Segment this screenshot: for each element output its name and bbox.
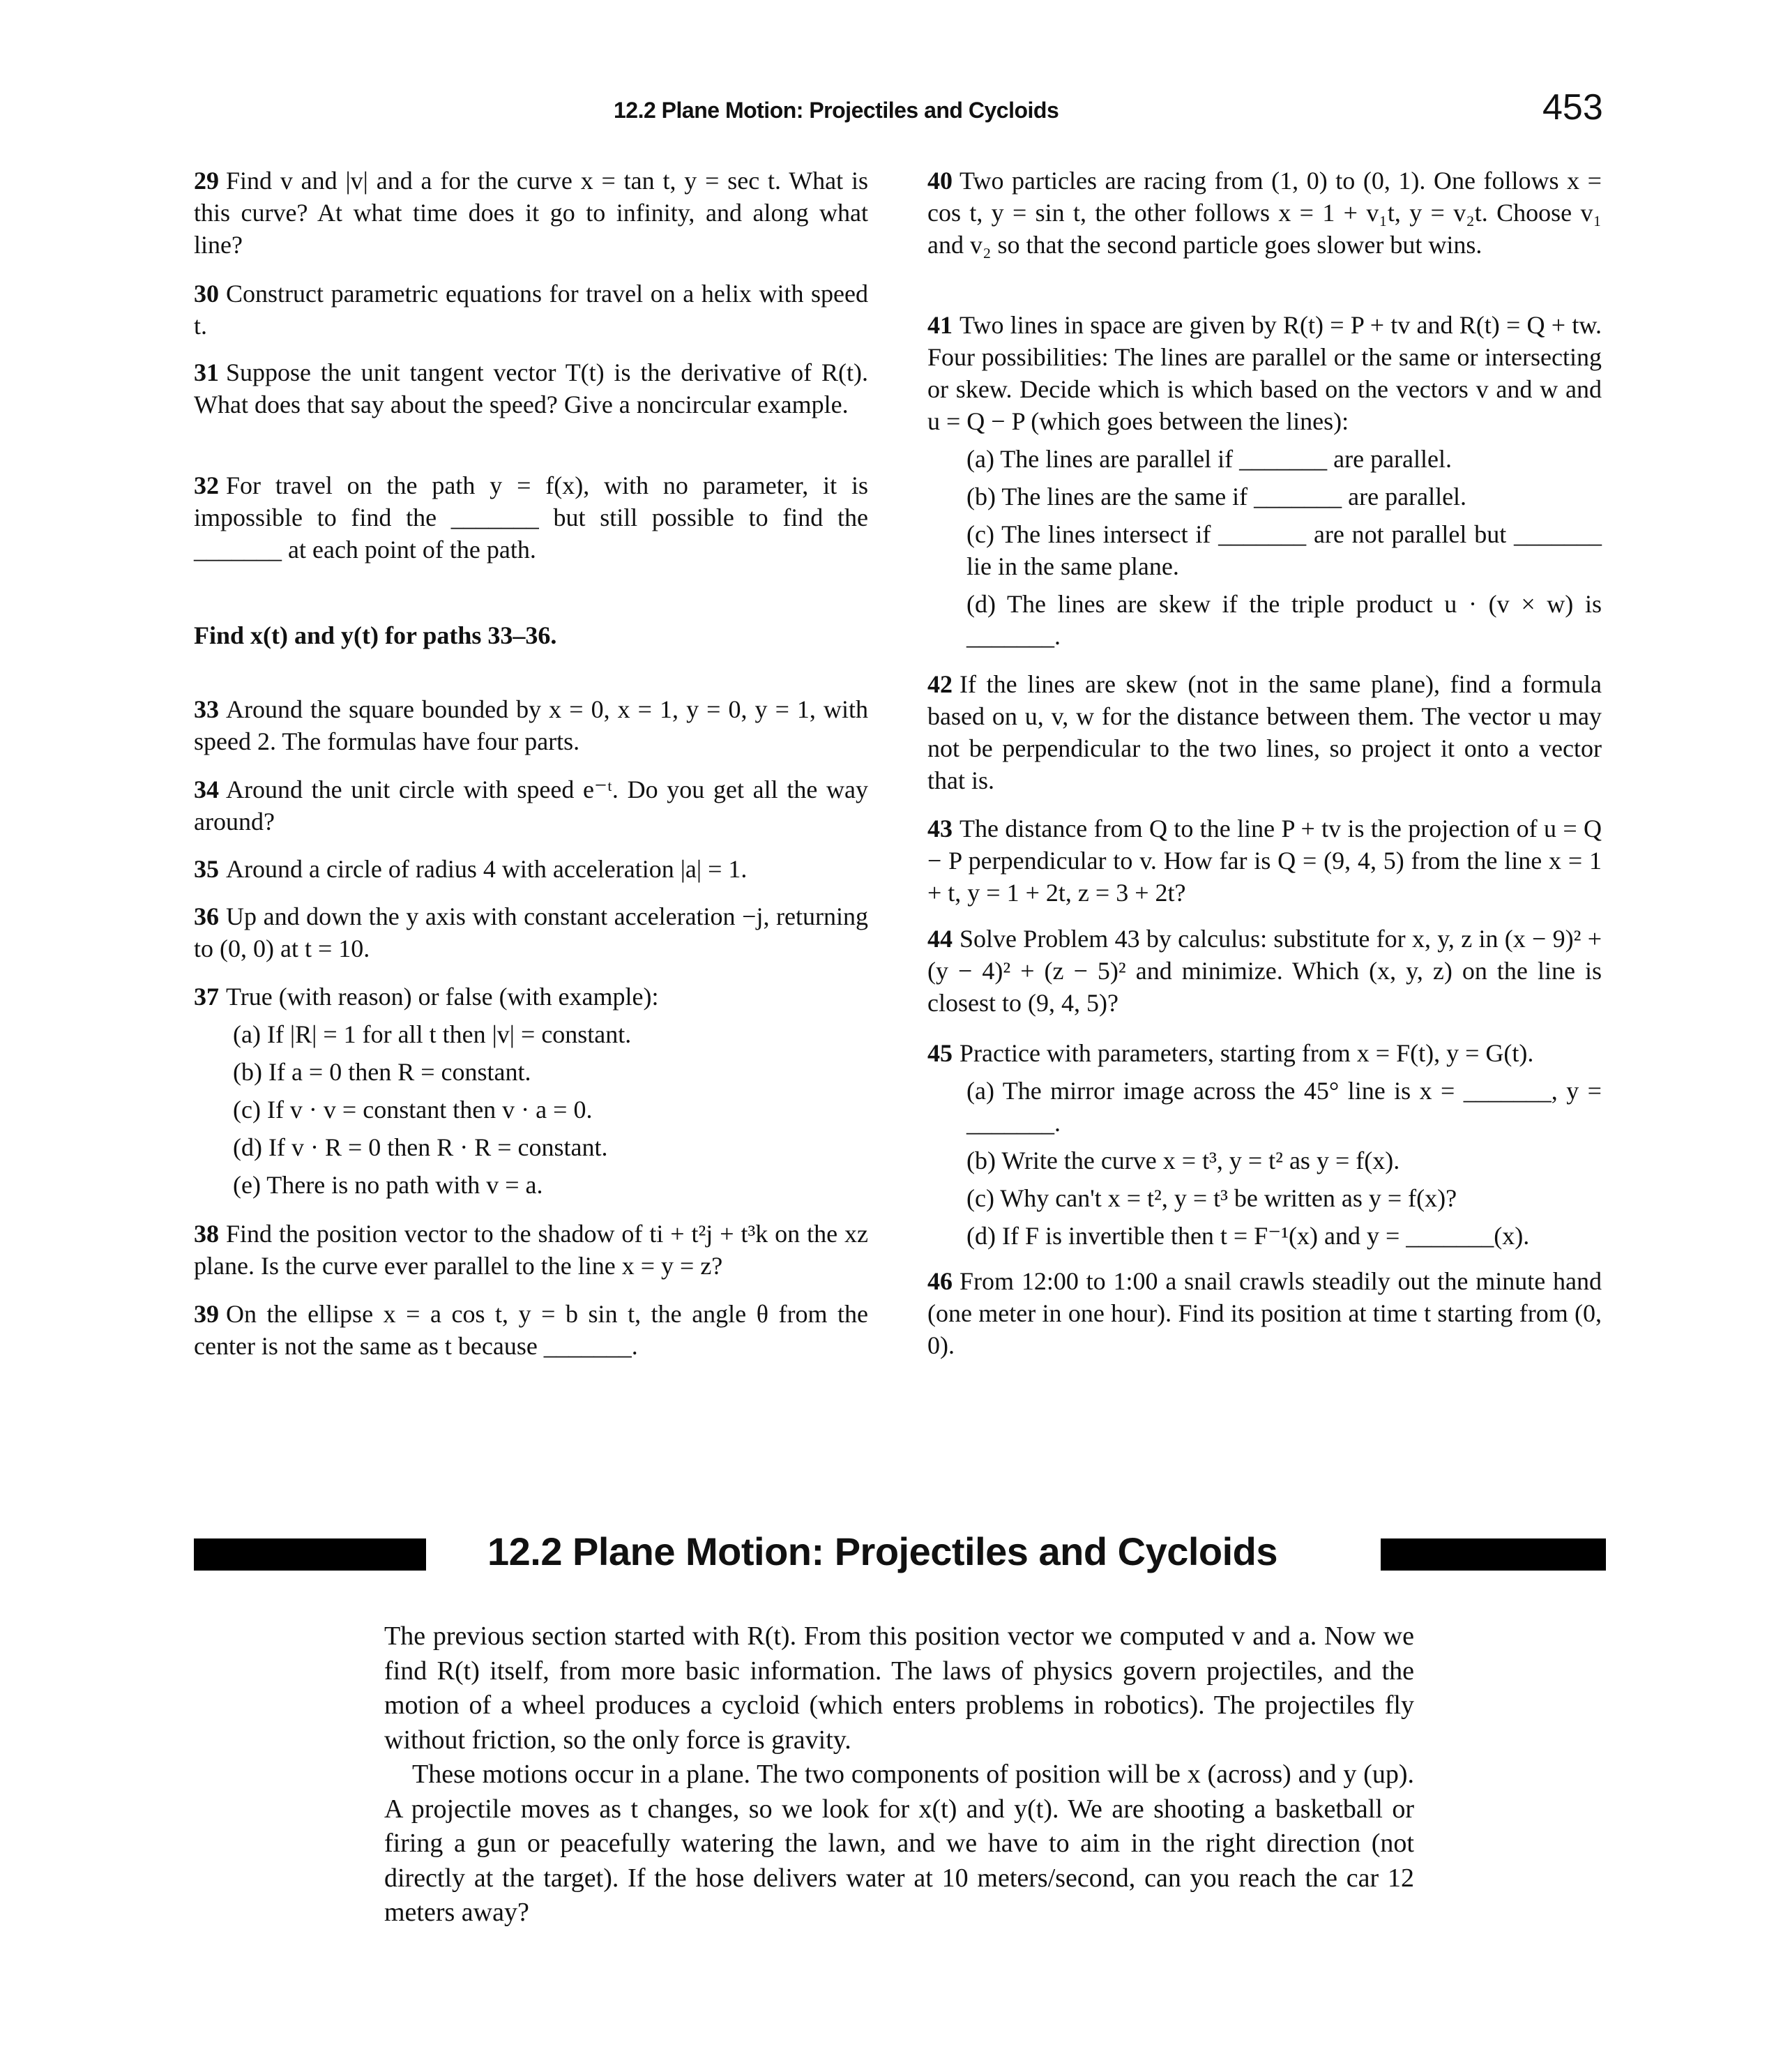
problem-number: 41 bbox=[927, 311, 953, 339]
problem-text: The distance from Q to the line P + tv is the projection of u = Q − P perpendicular to v. How far is Q = (9, 4, 5) from the line x = 1 + t, y = 1 + 2t, z = 3 + 2t? bbox=[927, 815, 1602, 907]
problem-text: Up and down the y axis with constant acceleration −j, returning to (0, 0) at t = 10. bbox=[194, 902, 868, 962]
section-bar-right bbox=[1381, 1538, 1606, 1571]
sub-item: (c) If v · v = constant then v · a = 0. bbox=[233, 1096, 593, 1124]
problem-39 bbox=[194, 1298, 868, 1362]
problem-33 bbox=[194, 693, 868, 757]
sub-item: (a) The lines are parallel if _______ are parallel. bbox=[966, 445, 1453, 473]
problem-46 bbox=[927, 1265, 1602, 1361]
sub-item: (b) The lines are the same if _______ are parallel. bbox=[966, 483, 1467, 511]
problem-40 bbox=[927, 165, 1602, 261]
problem-number: 42 bbox=[927, 670, 953, 698]
problem-text: Around the unit circle with speed e⁻ᵗ. Do you get all the way around? bbox=[194, 776, 868, 835]
problem-41 bbox=[927, 309, 1602, 652]
problem-text: Two particles are racing from (1, 0) to (0, 1). One follows x = cos t, y = sin t, the other follows x = 1 + v₁t, y = v₂t. Choose v₁ and v₂ so that the second particle goes slower but wins. bbox=[927, 167, 1602, 259]
problem-35 bbox=[194, 853, 868, 885]
problem-42 bbox=[927, 668, 1602, 796]
sub-item: (c) Why can't x = t², y = t³ be written as y = f(x)? bbox=[966, 1184, 1457, 1212]
sub-item: (e) There is no path with v = a. bbox=[233, 1171, 543, 1199]
instruction: Find x(t) and y(t) for paths 33–36. bbox=[194, 621, 557, 649]
problem-number: 46 bbox=[927, 1267, 953, 1295]
problem-number: 36 bbox=[194, 902, 219, 930]
problem-text: Practice with parameters, starting from x = F(t), y = G(t). bbox=[960, 1039, 1534, 1067]
problem-45 bbox=[927, 1037, 1602, 1252]
problem-30 bbox=[194, 278, 868, 342]
problem-number: 40 bbox=[927, 167, 953, 195]
problem-text: Construct parametric equations for travel on a helix with speed t. bbox=[194, 280, 868, 340]
problem-number: 35 bbox=[194, 855, 219, 883]
problem-number: 32 bbox=[194, 471, 219, 499]
problem-text: Around the square bounded by x = 0, x = 1, y = 0, y = 1, with speed 2. The formulas have four parts. bbox=[194, 695, 868, 755]
sub-item: (d) The lines are skew if the triple product u · (v × w) is _______. bbox=[966, 590, 1602, 650]
problem-text: For travel on the path y = f(x), with no parameter, it is impossible to find the _______ but still possible to find the _______ at each point of the path. bbox=[194, 471, 868, 564]
problem-37 bbox=[194, 981, 868, 1201]
problem-number: 44 bbox=[927, 925, 953, 953]
sub-item: (d) If v · R = 0 then R · R = constant. bbox=[233, 1133, 608, 1161]
problem-text: Find v and |v| and a for the curve x = tan t, y = sec t. What is this curve? At what time does it go to infinity, and along what line? bbox=[194, 167, 868, 259]
sub-item: (d) If F is invertible then t = F⁻¹(x) and y = _______(x). bbox=[966, 1222, 1530, 1250]
sub-item: (c) The lines intersect if _______ are not parallel but _______ lie in the same plane. bbox=[966, 520, 1602, 580]
section-body bbox=[384, 1619, 1414, 1930]
problem-number: 38 bbox=[194, 1220, 219, 1248]
problem-34 bbox=[194, 773, 868, 838]
problem-number: 31 bbox=[194, 358, 219, 386]
problem-text: If the lines are skew (not in the same plane), find a formula based on u, v, w for the distance between them. The vector u may not be perpendicular to the two lines, so project it onto a vector that is. bbox=[927, 670, 1602, 794]
problem-text: True (with reason) or false (with example): bbox=[226, 983, 659, 1011]
problem-number: 37 bbox=[194, 983, 219, 1011]
problem-32 bbox=[194, 469, 868, 566]
paragraph: These motions occur in a plane. The two components of position will be x (across) and y (up). A projectile moves as t changes, so we look for x(t) and y(t). We are shooting a basketball or firing a gun or peacefully watering the lawn, and we have to aim in the right direction (not directly at the target). If the hose delivers water at 10 meters/second, can you reach the car 12 meters away? bbox=[384, 1760, 1414, 1927]
problem-38 bbox=[194, 1218, 868, 1282]
sub-item: (b) If a = 0 then R = constant. bbox=[233, 1058, 531, 1086]
problem-number: 30 bbox=[194, 280, 219, 308]
problem-number: 45 bbox=[927, 1039, 953, 1067]
section-bar-left bbox=[194, 1538, 426, 1571]
page-number: 453 bbox=[1542, 87, 1603, 128]
problem-number: 33 bbox=[194, 695, 219, 723]
problem-31 bbox=[194, 356, 868, 421]
problem-number: 43 bbox=[927, 815, 953, 842]
problem-text: Suppose the unit tangent vector T(t) is the derivative of R(t). What does that say about the speed? Give a noncircular example. bbox=[194, 358, 868, 418]
sub-item: (a) The mirror image across the 45° line is x = _______, y = _______. bbox=[966, 1077, 1602, 1137]
problem-text: Find the position vector to the shadow of ti + t²j + t³k on the xz plane. Is the curve ever parallel to the line x = y = z? bbox=[194, 1220, 868, 1280]
problem-44 bbox=[927, 923, 1602, 1019]
sub-item: (a) If |R| = 1 for all t then |v| = constant. bbox=[233, 1020, 632, 1048]
problem-36 bbox=[194, 900, 868, 965]
problem-number: 34 bbox=[194, 776, 219, 803]
problem-text: From 12:00 to 1:00 a snail crawls steadily out the minute hand (one meter in one hour). Find its position at time t starting from (0, 0). bbox=[927, 1267, 1602, 1359]
sub-item: (b) Write the curve x = t³, y = t² as y = f(x). bbox=[966, 1147, 1400, 1174]
problem-text: On the ellipse x = a cos t, y = b sin t, the angle θ from the center is not the same as t because _______. bbox=[194, 1300, 868, 1360]
problem-text: Around a circle of radius 4 with acceleration |a| = 1. bbox=[226, 855, 748, 883]
paragraph: The previous section started with R(t). From this position vector we computed v and a. Now we find R(t) itself, from more basic information. The laws of physics govern projectiles, and the motion of a wheel produces a cycloid (which enters problems in robotics). The projectiles fly without friction, so the only force is gravity. bbox=[384, 1621, 1414, 1755]
running-head: 12.2 Plane Motion: Projectiles and Cycloids bbox=[614, 98, 1059, 123]
problem-29 bbox=[194, 165, 868, 261]
problem-number: 29 bbox=[194, 167, 219, 195]
problem-43 bbox=[927, 812, 1602, 909]
problem-text: Two lines in space are given by R(t) = P + tv and R(t) = Q + tw. Four possibilities: The lines are parallel or the same or intersecting or skew. Decide which is which based on the vectors v and w and u = Q − P (which goes between the lines): bbox=[927, 311, 1602, 435]
section-title: 12.2 Plane Motion: Projectiles and Cycloids bbox=[487, 1529, 1278, 1573]
problem-text: Solve Problem 43 by calculus: substitute for x, y, z in (x − 9)² + (y − 4)² + (z − 5)² and minimize. Which (x, y, z) on the line is closest to (9, 4, 5)? bbox=[927, 925, 1602, 1017]
problem-number: 39 bbox=[194, 1300, 219, 1328]
